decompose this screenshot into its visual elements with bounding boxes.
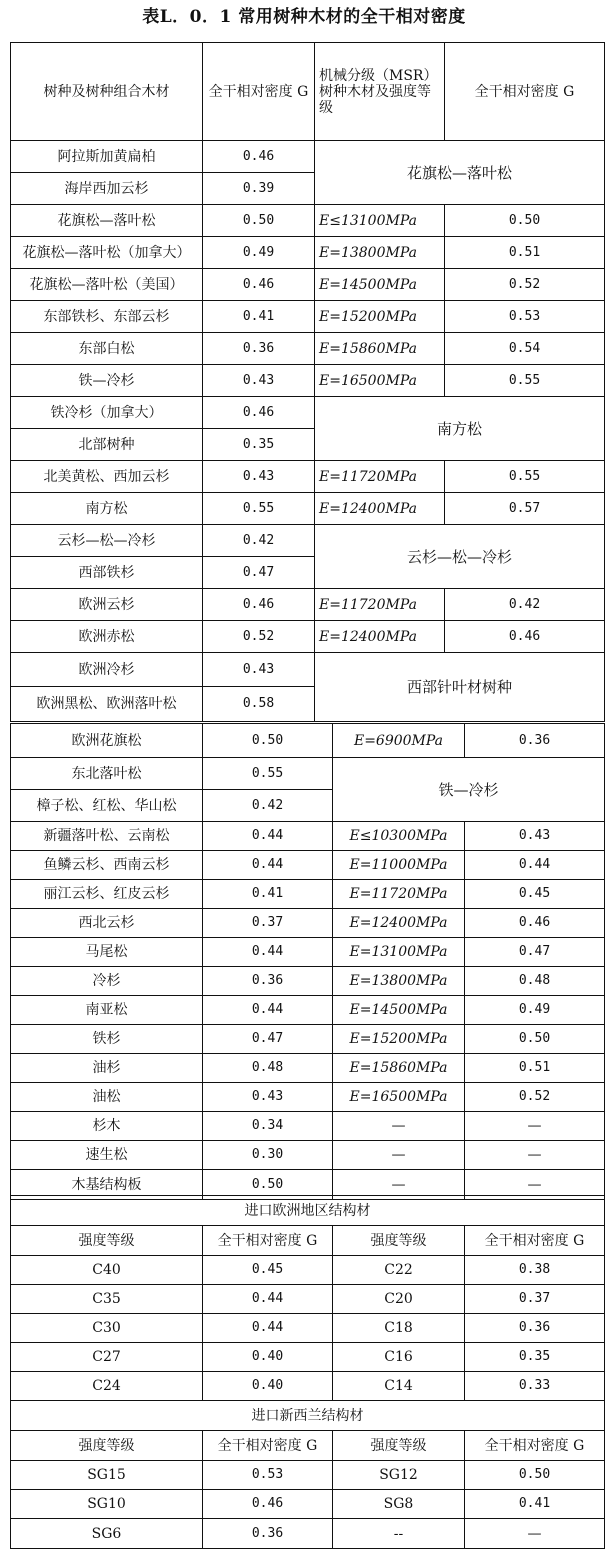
msr-grade-cell: E≤13100MPa [315,205,445,237]
msr-density-cell: 0.51 [465,1054,605,1083]
msr-grade-cell: — [333,1112,465,1141]
species-cell: 西北云杉 [11,909,203,938]
msr-density-cell: 0.46 [445,621,605,653]
density-cell: 0.50 [203,1170,333,1200]
species-cell: 南亚松 [11,996,203,1025]
species-cell: 丽江云杉、红皮云杉 [11,880,203,909]
msr-density-cell: 0.43 [465,822,605,851]
msr-grade-cell: E=11720MPa [315,461,445,493]
density-cell: 0.44 [203,1314,333,1343]
density-cell: 0.48 [203,1054,333,1083]
table-title: 表L．0．1 常用树种木材的全干相对密度 [142,7,466,27]
msr-group-label: 花旗松—落叶松 [315,141,605,205]
msr-group-label: 西部针叶材树种 [315,653,605,722]
msr-density-cell: 0.47 [465,938,605,967]
density-cell: 0.50 [203,724,333,758]
density-cell: 0.50 [203,205,315,237]
header-density: 全干相对密度 G [465,1226,605,1256]
msr-grade-cell: E=12400MPa [315,621,445,653]
section-title-new-zealand: 进口新西兰结构材 [11,1401,605,1431]
density-cell: 0.43 [203,365,315,397]
density-cell: 0.42 [203,790,333,822]
grade-cell: C30 [11,1314,203,1343]
density-cell: 0.42 [203,525,315,557]
msr-density-cell: 0.44 [465,851,605,880]
species-cell: 新疆落叶松、云南松 [11,822,203,851]
species-cell: 北部树种 [11,429,203,461]
msr-group-label: 铁—冷杉 [333,758,605,822]
density-cell: 0.35 [465,1343,605,1372]
msr-grade-cell: E=15860MPa [315,333,445,365]
msr-density-cell: 0.46 [465,909,605,938]
msr-grade-cell: — [333,1141,465,1170]
density-cell: 0.50 [465,1461,605,1490]
msr-grade-cell: E=6900MPa [333,724,465,758]
density-cell: 0.43 [203,1083,333,1112]
density-cell: 0.43 [203,653,315,687]
grade-cell: SG10 [11,1490,203,1519]
density-cell: 0.30 [203,1141,333,1170]
density-cell: 0.55 [203,493,315,525]
species-cell: 西部铁杉 [11,557,203,589]
msr-grade-cell: E=13100MPa [333,938,465,967]
density-cell: 0.44 [203,938,333,967]
msr-density-cell: 0.45 [465,880,605,909]
density-cell: — [465,1519,605,1549]
msr-grade-cell: E=13800MPa [315,237,445,269]
density-cell: 0.45 [203,1256,333,1285]
density-cell: 0.44 [203,851,333,880]
msr-density-cell: 0.42 [445,589,605,621]
msr-density-cell: 0.55 [445,365,605,397]
msr-grade-cell: E≤10300MPa [333,822,465,851]
header-density: 全干相对密度 G [203,1226,333,1256]
species-cell: 鱼鳞云杉、西南云杉 [11,851,203,880]
density-cell: 0.55 [203,758,333,790]
grade-cell: SG8 [333,1490,465,1519]
header-species: 树种及树种组合木材 [11,43,203,141]
grade-cell: C35 [11,1285,203,1314]
species-cell: 南方松 [11,493,203,525]
density-cell: 0.34 [203,1112,333,1141]
density-cell: 0.46 [203,141,315,173]
header-msr: 机械分级（MSR）树种木材及强度等级 [315,43,445,141]
species-cell: 杉木 [11,1112,203,1141]
msr-density-cell: 0.52 [445,269,605,301]
density-cell: 0.37 [203,909,333,938]
grade-cell: -- [333,1519,465,1549]
density-cell: 0.36 [203,1519,333,1549]
species-cell: 马尾松 [11,938,203,967]
grade-cell: C18 [333,1314,465,1343]
msr-grade-cell: E=15860MPa [333,1054,465,1083]
species-cell: 油杉 [11,1054,203,1083]
density-cell: 0.33 [465,1372,605,1401]
grade-cell: C27 [11,1343,203,1372]
density-cell: 0.41 [203,301,315,333]
density-cell: 0.47 [203,1025,333,1054]
density-cell: 0.36 [203,967,333,996]
msr-grade-cell: E=14500MPa [333,996,465,1025]
density-cell: 0.58 [203,687,315,722]
species-cell: 欧洲黑松、欧洲落叶松 [11,687,203,722]
density-cell: 0.44 [203,822,333,851]
density-cell: 0.39 [203,173,315,205]
msr-density-cell: 0.50 [445,205,605,237]
header-density: 全干相对密度 G [465,1431,605,1461]
msr-grade-cell: E=11720MPa [333,880,465,909]
msr-group-label: 南方松 [315,397,605,461]
species-cell: 铁—冷杉 [11,365,203,397]
msr-grade-cell: — [333,1170,465,1200]
grade-cell: SG12 [333,1461,465,1490]
density-cell: 0.38 [465,1256,605,1285]
species-cell: 云杉—松—冷杉 [11,525,203,557]
msr-grade-cell: E=11000MPa [333,851,465,880]
species-cell: 欧洲冷杉 [11,653,203,687]
density-cell: 0.46 [203,397,315,429]
msr-grade-cell: E=14500MPa [315,269,445,301]
header-grade: 强度等级 [333,1226,465,1256]
msr-grade-cell: E=16500MPa [333,1083,465,1112]
density-cell: 0.49 [203,237,315,269]
msr-density-cell: — [465,1141,605,1170]
section-title-europe: 进口欧洲地区结构材 [11,1196,605,1226]
grade-cell: C20 [333,1285,465,1314]
species-cell: 铁冷杉（加拿大） [11,397,203,429]
density-cell: 0.41 [203,880,333,909]
density-cell: 0.40 [203,1343,333,1372]
density-cell: 0.36 [203,333,315,365]
species-density-table-2 [10,723,605,1200]
msr-density-cell: — [465,1170,605,1200]
msr-grade-cell: E=15200MPa [315,301,445,333]
header-grade: 强度等级 [11,1431,203,1461]
grade-cell: SG6 [11,1519,203,1549]
species-cell: 海岸西加云杉 [11,173,203,205]
density-cell: 0.43 [203,461,315,493]
species-cell: 东部铁杉、东部云杉 [11,301,203,333]
density-cell: 0.53 [203,1461,333,1490]
density-cell: 0.44 [203,1285,333,1314]
species-cell: 欧洲花旗松 [11,724,203,758]
msr-grade-cell: E=12400MPa [333,909,465,938]
species-cell: 阿拉斯加黄扁柏 [11,141,203,173]
msr-density-cell: 0.36 [465,724,605,758]
header-density-2: 全干相对密度 G [445,43,605,141]
msr-density-cell: 0.52 [465,1083,605,1112]
header-grade: 强度等级 [11,1226,203,1256]
density-cell: 0.35 [203,429,315,461]
msr-density-cell: 0.51 [445,237,605,269]
species-density-table-1 [10,42,605,722]
msr-grade-cell: E=16500MPa [315,365,445,397]
grade-cell: SG15 [11,1461,203,1490]
density-cell: 0.46 [203,1490,333,1519]
msr-grade-cell: E=15200MPa [333,1025,465,1054]
grade-cell: C40 [11,1256,203,1285]
density-cell: 0.44 [203,996,333,1025]
species-cell: 速生松 [11,1141,203,1170]
grade-cell: C14 [333,1372,465,1401]
density-cell: 0.47 [203,557,315,589]
species-cell: 北美黄松、西加云杉 [11,461,203,493]
density-cell: 0.40 [203,1372,333,1401]
header-density: 全干相对密度 G [203,43,315,141]
msr-group-label: 云杉—松—冷杉 [315,525,605,589]
msr-density-cell: 0.49 [465,996,605,1025]
species-cell: 冷杉 [11,967,203,996]
species-cell: 花旗松—落叶松（美国） [11,269,203,301]
msr-density-cell: 0.55 [445,461,605,493]
species-cell: 花旗松—落叶松（加拿大） [11,237,203,269]
species-cell: 樟子松、红松、华山松 [11,790,203,822]
species-cell: 木基结构板 [11,1170,203,1200]
grade-density-table [10,1195,605,1549]
msr-grade-cell: E=11720MPa [315,589,445,621]
header-density: 全干相对密度 G [203,1431,333,1461]
msr-grade-cell: E=13800MPa [333,967,465,996]
species-cell: 欧洲赤松 [11,621,203,653]
species-cell: 东北落叶松 [11,758,203,790]
density-cell: 0.46 [203,269,315,301]
msr-density-cell: — [465,1112,605,1141]
density-cell: 0.52 [203,621,315,653]
species-cell: 欧洲云杉 [11,589,203,621]
species-cell: 花旗松—落叶松 [11,205,203,237]
msr-density-cell: 0.53 [445,301,605,333]
msr-density-cell: 0.54 [445,333,605,365]
grade-cell: C24 [11,1372,203,1401]
species-cell: 油松 [11,1083,203,1112]
density-cell: 0.37 [465,1285,605,1314]
grade-cell: C22 [333,1256,465,1285]
msr-grade-cell: E=12400MPa [315,493,445,525]
density-cell: 0.41 [465,1490,605,1519]
header-grade: 强度等级 [333,1431,465,1461]
msr-density-cell: 0.50 [465,1025,605,1054]
density-cell: 0.46 [203,589,315,621]
species-cell: 东部白松 [11,333,203,365]
density-cell: 0.36 [465,1314,605,1343]
grade-cell: C16 [333,1343,465,1372]
msr-density-cell: 0.57 [445,493,605,525]
msr-density-cell: 0.48 [465,967,605,996]
species-cell: 铁杉 [11,1025,203,1054]
